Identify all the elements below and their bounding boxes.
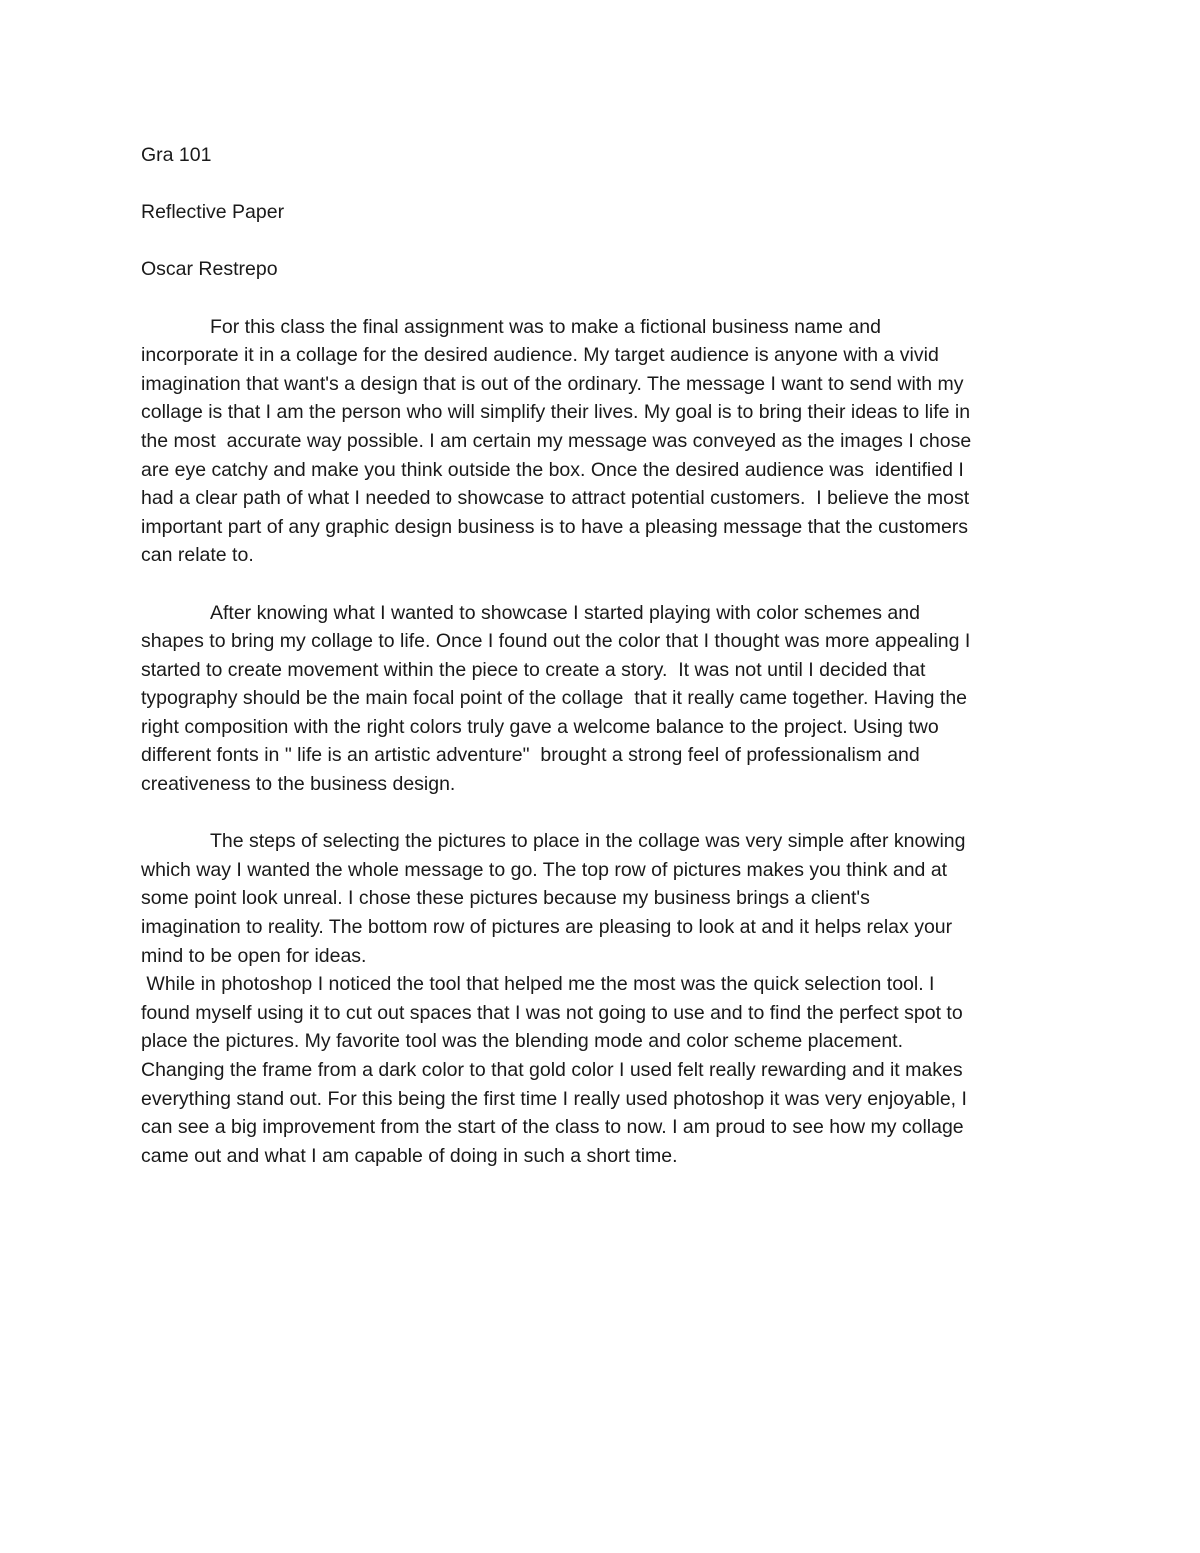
text-line — [141, 398, 1066, 427]
paragraph — [141, 599, 1066, 799]
paragraph-gap — [141, 799, 1066, 828]
line-text: some point look unreal. I chose these pictures because my business brings a client's — [141, 887, 870, 910]
line-text: started to create movement within the piece to create a story. It was not until I decided that — [141, 658, 926, 681]
text-line — [141, 599, 1066, 628]
line-text: which way I wanted the whole message to go. The top row of pictures makes you think and at — [141, 858, 948, 881]
line-text: mind to be open for ideas. — [141, 944, 367, 967]
line-text: the most accurate way possible. I am certain my message was conveyed as the images I chose — [141, 429, 972, 452]
line-text: imagination that want's a design that is out of the ordinary. The message I want to send with my — [141, 372, 964, 395]
text-line — [141, 741, 1066, 770]
text-line — [141, 1056, 1066, 1085]
text-line — [141, 1142, 1066, 1171]
line-text: right composition with the right colors truly gave a welcome balance to the project. Using two — [141, 715, 939, 738]
line-text: are eye catchy and make you think outside the box. Once the desired audience was identified I — [141, 458, 964, 481]
line-text: The steps of selecting the pictures to place in the collage was very simple after knowing — [210, 830, 966, 853]
line-text: creativeness to the business design. — [141, 773, 456, 796]
line-text: everything stand out. For this being the first time I really used photoshop it was very enjoyable, I — [141, 1087, 967, 1110]
line-text: For this class the final assignment was to make a fictional business name and — [210, 315, 881, 338]
text-line — [141, 970, 1066, 999]
text-line — [141, 1085, 1066, 1114]
text-line — [141, 627, 1066, 656]
text-line — [141, 341, 1066, 370]
line-text: imagination to reality. The bottom row of pictures are pleasing to look at and it helps relax your — [141, 916, 953, 939]
course-code: Gra 101 — [141, 144, 212, 166]
text-line — [141, 999, 1066, 1028]
line-text: different fonts in " life is an artistic adventure" brought a strong feel of professionalism and — [141, 744, 920, 767]
text-line — [141, 942, 1066, 971]
text-line — [141, 513, 1066, 542]
text-line — [141, 484, 1066, 513]
line-text: While in photoshop I noticed the tool that helped me the most was the quick selection tool. I — [141, 973, 935, 996]
text-line — [141, 541, 1066, 570]
line-text: place the pictures. My favorite tool was the blending mode and color scheme placement. — [141, 1030, 903, 1053]
document-body — [141, 141, 1066, 1170]
line-text: had a clear path of what I needed to showcase to attract potential customers. I believe the most — [141, 487, 970, 510]
paragraph — [141, 827, 1066, 1170]
text-line — [141, 313, 1066, 342]
line-text: can see a big improvement from the start of the class to now. I am proud to see how my collage — [141, 1116, 964, 1139]
author-name: Oscar Restrepo — [141, 258, 278, 281]
paragraph — [141, 313, 1066, 570]
text-line — [141, 656, 1066, 685]
line-text: incorporate it in a collage for the desired audience. My target audience is anyone with a vivid — [141, 344, 939, 367]
text-line — [141, 1113, 1066, 1142]
text-line — [141, 684, 1066, 713]
line-text: typography should be the main focal point of the collage that it really came together. Having the — [141, 687, 968, 710]
line-text: important part of any graphic design business is to have a pleasing message that the customers — [141, 515, 969, 538]
text-line — [141, 427, 1066, 456]
text-line — [141, 1027, 1066, 1056]
text-line — [141, 827, 1066, 856]
line-text: found myself using it to cut out spaces that I was not going to use and to find the perfect spot to — [141, 1001, 963, 1024]
line-text: shapes to bring my collage to life. Once I found out the color that I thought was more appealing I — [141, 630, 971, 653]
line-text: can relate to. — [141, 544, 254, 567]
document-title: Reflective Paper — [141, 201, 285, 224]
text-line — [141, 713, 1066, 742]
line-text: After knowing what I wanted to showcase I started playing with color schemes and — [210, 601, 920, 624]
text-line — [141, 913, 1066, 942]
text-line — [141, 770, 1066, 799]
line-text: Changing the frame from a dark color to that gold color I used felt really rewarding and it makes — [141, 1059, 963, 1081]
paragraphs-container — [141, 313, 1066, 1171]
paragraph-gap — [141, 570, 1066, 599]
text-line — [141, 370, 1066, 399]
text-line — [141, 456, 1066, 485]
line-text: came out and what I am capable of doing in such a short time. — [141, 1144, 678, 1167]
line-text: collage is that I am the person who will simplify their lives. My goal is to bring their ideas to life in — [141, 401, 971, 424]
text-line — [141, 856, 1066, 885]
text-line — [141, 884, 1066, 913]
